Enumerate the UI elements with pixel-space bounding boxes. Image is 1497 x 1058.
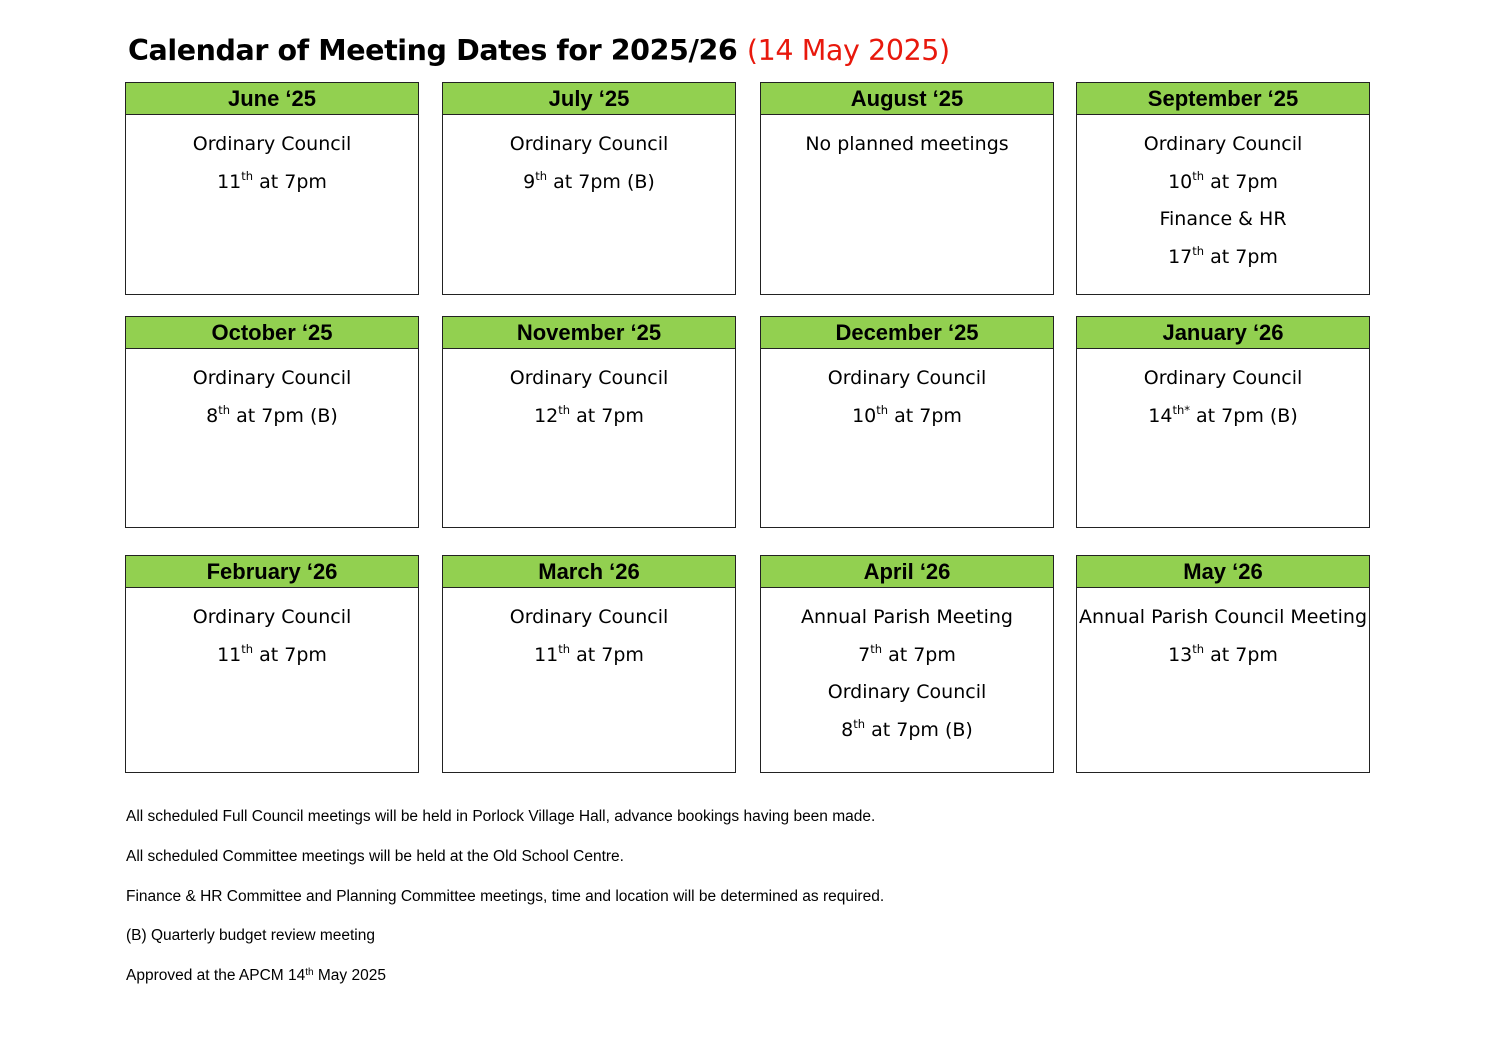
month-box [442,82,736,295]
meeting-name: Finance & HR [1159,208,1287,231]
month-meetings [126,588,418,674]
day-number: 14 [1148,404,1173,427]
day-number: 7 [858,643,871,666]
meeting-time: at 7pm [253,170,327,193]
month-header: August ‘25 [761,83,1053,115]
month-header: October ‘25 [126,317,418,349]
day-number: 9 [523,170,536,193]
committee-note: All scheduled Committee meetings will be held at the Old School Centre. [126,847,624,865]
month-header: December ‘25 [761,317,1053,349]
day-suffix: th [870,641,883,656]
meeting-time: at 7pm [253,643,327,666]
meeting-time: at 7pm (B) [865,719,973,742]
title-date: (14 May 2025) [746,34,950,67]
month-meetings [126,115,418,201]
meeting-name: Annual Parish Council Meeting [1078,606,1368,628]
month-meetings [1077,349,1369,435]
approval-note [126,964,884,1004]
meeting-date [1077,239,1369,277]
day-number: 10 [852,404,877,427]
month-header: April ‘26 [761,556,1053,588]
meeting-name: Ordinary Council [827,681,987,704]
month-meetings [761,588,1053,750]
approval-suffix: May 2025 [313,967,386,985]
day-number: 11 [217,170,242,193]
day-suffix: th [1192,168,1205,183]
month-box [125,316,419,528]
meeting-date [761,398,1053,436]
meeting-name: Ordinary Council [192,606,352,628]
meeting-date [443,164,735,202]
meeting-date [126,398,418,436]
month-box [125,82,419,295]
meeting-name: Ordinary Council [509,133,669,155]
meeting-date [126,164,418,202]
meeting-date [1077,398,1369,436]
page-title [128,34,950,67]
month-header: July ‘25 [443,83,735,115]
month-meetings [443,349,735,435]
month-meetings [761,115,1053,164]
approval-prefix: Approved at the APCM 14 [126,967,306,985]
meeting-name: Ordinary Council [827,367,987,389]
meeting-name: Ordinary Council [509,367,669,389]
day-number: 17 [1168,246,1193,269]
month-header: September ‘25 [1077,83,1369,115]
meeting-time: at 7pm (B) [547,170,655,193]
month-meetings [443,115,735,201]
finance-planning-note: Finance & HR Committee and Planning Committee meetings, time and location will be determined as required. [126,887,885,905]
month-box [1076,555,1370,773]
day-suffix: th [241,168,254,183]
month-header: November ‘25 [443,317,735,349]
approval-sup: th [305,967,314,979]
month-meetings [1077,588,1369,674]
month-header: March ‘26 [443,556,735,588]
day-suffix: th [1192,244,1205,259]
month-box [125,555,419,773]
meeting-date [443,637,735,675]
day-suffix: th [853,717,866,732]
month-box [760,82,1054,295]
meeting-name: Ordinary Council [1143,367,1303,389]
month-meetings [443,588,735,674]
meeting-name: Ordinary Council [1143,133,1303,155]
day-number: 11 [534,643,559,666]
day-suffix: th [535,168,548,183]
meeting-time: at 7pm [888,404,962,427]
budget-note: (B) Quarterly budget review meeting [126,927,375,945]
month-meetings [1077,115,1369,277]
month-meetings [126,349,418,435]
day-number: 13 [1168,643,1193,666]
day-number: 10 [1168,170,1193,193]
title-main: Calendar of Meeting Dates for 2025/26 [128,34,738,67]
day-suffix: th [218,402,231,417]
meeting-time: at 7pm [1204,643,1278,666]
day-suffix: th [1192,641,1205,656]
meeting-date [1077,164,1369,202]
month-header: January ‘26 [1077,317,1369,349]
month-box [1076,316,1370,528]
full-council-note: All scheduled Full Council meetings will be held in Porlock Village Hall, advance bookings having been made. [126,808,876,825]
meeting-name: No planned meetings [805,133,1009,155]
day-number: 8 [841,719,854,742]
day-number: 11 [217,643,242,666]
meeting-name: Ordinary Council [192,367,352,389]
meeting-time: at 7pm [1204,246,1278,269]
meeting-date [443,398,735,436]
day-number: 12 [534,404,559,427]
meeting-time: at 7pm [882,643,956,666]
month-box [760,555,1054,773]
day-suffix: th [558,641,571,656]
meeting-date [761,712,1053,750]
month-header: May ‘26 [1077,556,1369,588]
day-suffix: th [558,402,571,417]
meeting-time: at 7pm [1204,170,1278,193]
meeting-date [126,637,418,675]
meeting-time: at 7pm [570,404,644,427]
month-box [1076,82,1370,295]
meeting-time: at 7pm (B) [230,404,338,427]
month-box [442,316,736,528]
month-meetings [761,349,1053,435]
month-header: February ‘26 [126,556,418,588]
meeting-date [1077,637,1369,675]
day-suffix: th* [1172,402,1190,417]
meeting-name: Annual Parish Meeting [800,606,1013,628]
meeting-name: Ordinary Council [192,133,352,155]
month-box [442,555,736,773]
day-suffix: th [241,641,254,656]
day-suffix: th [876,402,889,417]
meeting-date [761,637,1053,675]
footer-notes [126,805,884,1004]
day-number: 8 [206,404,219,427]
meeting-name: Ordinary Council [509,606,669,628]
month-header: June ‘25 [126,83,418,115]
month-box [760,316,1054,528]
meeting-time: at 7pm [570,643,644,666]
meeting-time: at 7pm (B) [1190,404,1298,427]
